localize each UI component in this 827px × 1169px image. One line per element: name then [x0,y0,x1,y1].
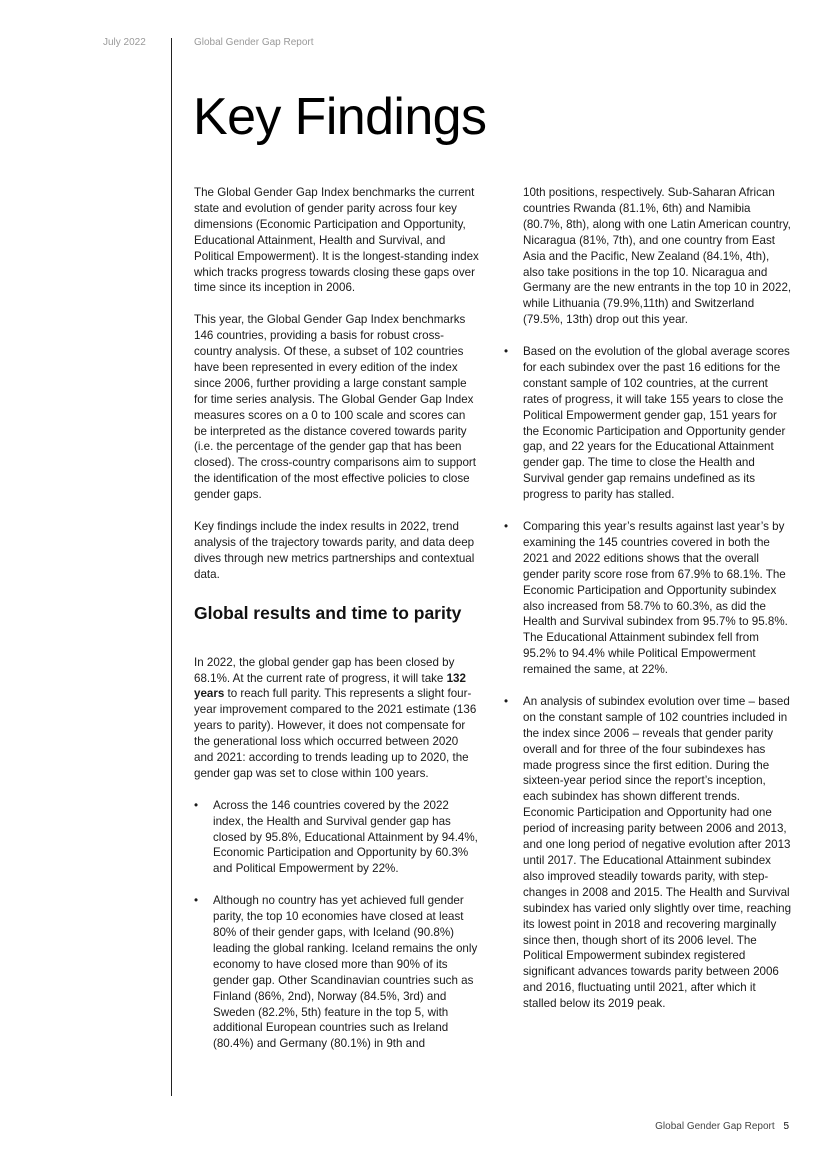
intro-paragraph-1: The Global Gender Gap Index benchmarks the current state and evolution of gender parity across four key dimensions (Economic Participation and Opportunity, Educational Attainment, Health and Survival, and Political Empowerment). It is the longest-standing index which tracks progress towards closing these gaps over time since its inception in 2006. [194,186,479,295]
right-column [504,185,792,1028]
page-footer [655,1121,789,1132]
left-column [194,185,479,1068]
bullet-continuation: 10th positions, respectively. Sub-Saharan African countries Rwanda (81.1%, 6th) and Namibia (80.7%, 8th), along with one Latin American country, Nicaragua (81%, 7th), and one country from East Asia and the Pacific, New Zealand (84.1%, 4th), also take positions in the top 10. Nicaragua and Germany are the new entrants in the top 10 in 2022, while Lithuania (79.9%,11th) and Switzerland (79.5%, 13th) drop out this year. [523,186,792,327]
page-title: Key Findings [193,88,487,146]
years-to-parity: 132 years [194,671,466,701]
bullet-list-right [504,344,792,1012]
results-paragraph [194,655,479,782]
section-heading: Global results and time to parity [194,602,462,623]
list-item: • Across the 146 countries covered by the 2022 index, the Health and Survival gender gap has closed by 95.8%, Educational Attainment by 94.4%, Economic Participation and Opportunity by 60.3% and Political Empowerment by 22%. [194,798,479,878]
results-text-before: In 2022, the global gender gap has been closed by 68.1%. At the current rate of progress, it will take [194,655,455,685]
list-item: • Comparing this year’s results against last year’s by examining the 145 countries covered in both the 2021 and 2022 editions shows that the overall gender parity score rose from 67.9% to 68.1%. The Economic Participation and Opportunity subindex also increased from 58.7% to 60.3%, as did the Health and Survival subindex from 95.7% to 95.8%. The Educational Attainment subindex fell from 95.2% to 94.4% while Political Empowerment remained the same, at 22%. [504,519,792,678]
footer-report-title: Global Gender Gap Report [655,1121,775,1132]
header-report-title: Global Gender Gap Report [194,37,314,48]
list-item: • Based on the evolution of the global average scores for each subindex over the past 16 editions for the constant sample of 102 countries, at the current rates of progress, it will take 155 years to close the Political Empowerment gender gap, 151 years for the Economic Participation and Opportunity gender gap, and 22 years for the Educational Attainment gender gap. The time to close the Health and Survival gender gap remains undefined as its progress to parity has stalled. [504,344,792,503]
vertical-divider [171,38,172,1096]
intro-paragraph-3: Key findings include the index results in 2022, trend analysis of the trajectory towards parity, and data deep dives through new metrics partnerships and contextual data. [194,520,475,581]
header-date: July 2022 [103,37,146,48]
list-item: • An analysis of subindex evolution over time – based on the constant sample of 102 countries included in the index since 2006 – reveals that gender parity overall and for three of the four subindexes has made progress since the first edition. During the sixteen-year period since the report’s inception, each subindex has shown different trends. Economic Participation and Opportunity had one period of increasing parity between 2006 and 2013, and one long period of negative evolution after 2013 until 2017. The Educational Attainment subindex also improved steadily towards parity, with step-changes in 2008 and 2015. The Health and Survival subindex has varied only slightly over time, reaching its lowest point in 2018 and recovering marginally since then, though short of its 2006 level. The Political Empowerment subindex registered significant advances towards parity between 2006 and 2016, fluctuating until 2021, after which it stalled below its 2019 peak. [504,694,792,1012]
bullet-list-left [194,798,479,1052]
list-item: • Although no country has yet achieved full gender parity, the top 10 economies have closed at least 80% of their gender gaps, with Iceland (90.8%) leading the global ranking. Iceland remains the only economy to have closed more than 90% of its gender gap. Other Scandinavian countries such as Finland (86%, 2nd), Norway (84.5%, 3rd) and Sweden (82.2%, 5th) feature in the top 5, with additional European countries such as Ireland (80.4%) and Germany (80.1%) in 9th and [194,893,479,1052]
page-number: 5 [783,1121,789,1132]
results-text-after: to reach full parity. This represents a slight four-year improvement compared to the 2021 estimate (136 years to parity). However, it does not compensate for the generational loss which occurred between 2020 and 2021: according to trends leading up to 2020, the gender gap was set to close within 100 years. [194,687,477,780]
intro-paragraph-2: This year, the Global Gender Gap Index benchmarks 146 countries, providing a basis for robust cross-country analysis. Of these, a subset of 102 countries have been represented in every edition of the index since 2006, further providing a large constant sample for time series analysis. The Global Gender Gap Index measures scores on a 0 to 100 scale and scores can be interpreted as the distance covered towards parity (i.e. the percentage of the gender gap that has been closed). The cross-country comparisons aim to support the identification of the most effective policies to close gender gaps. [194,313,477,502]
